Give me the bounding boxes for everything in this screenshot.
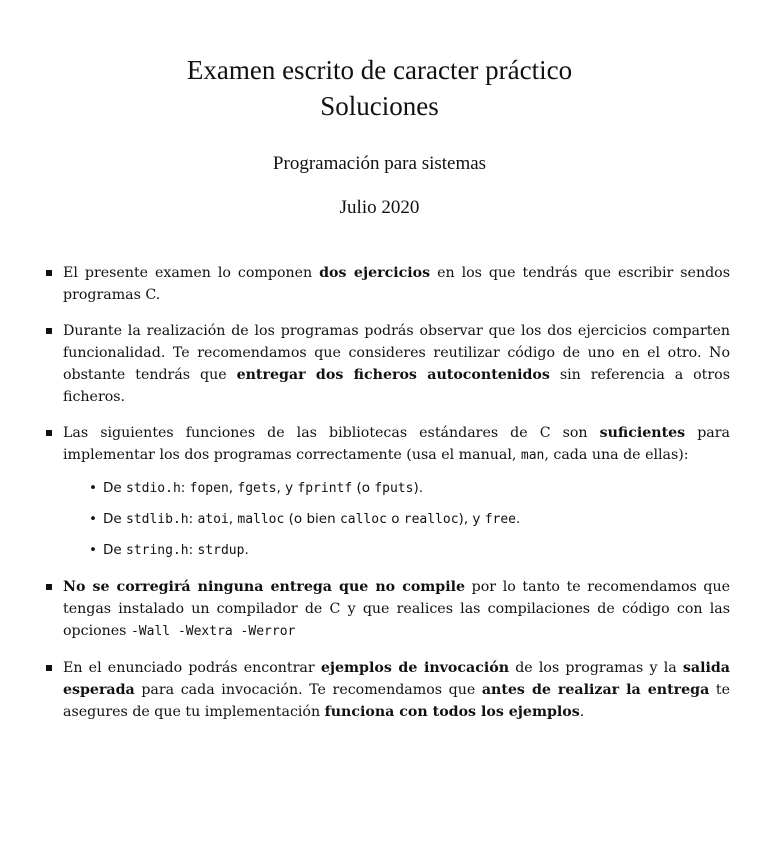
title-line-1: Examen escrito de caracter práctico: [186, 55, 573, 85]
title-line-2: Soluciones: [320, 91, 439, 121]
list-item-examples: [63, 657, 730, 723]
instructions-list: [63, 262, 730, 737]
exam-date: Julio 2020: [339, 197, 420, 218]
code-span: fputs: [374, 481, 414, 496]
library-item-stdio: [89, 477, 730, 500]
code-span: atoi: [197, 512, 229, 527]
text-span: sin referencia a otros ficheros.: [63, 367, 730, 405]
bold-span: dos ejercicios: [319, 265, 431, 281]
code-span: man: [520, 448, 545, 463]
text-span: Durante la realización de los programas podrás observar que los dos ejercicios comparten funcionalidad. Te recomendamos que consideres reutilizar código de uno en el otro. No obstante tendrás que: [63, 323, 730, 383]
library-item-stdlib: [89, 508, 730, 531]
bold-span: salida esperada: [63, 660, 730, 698]
text-span: De: [103, 480, 126, 496]
code-span: fgets: [237, 481, 277, 496]
square-bullet-icon: [46, 665, 52, 671]
square-bullet-icon: [46, 584, 52, 590]
text-span: :: [188, 542, 198, 558]
bold-span: funciona con todos los ejemplos: [324, 704, 580, 720]
square-bullet-icon: [46, 270, 52, 276]
text-span: , y: [276, 480, 298, 496]
text-span: :: [180, 480, 190, 496]
bullet-icon: •: [89, 511, 97, 527]
text-span: :: [188, 511, 198, 527]
text-span: .: [244, 542, 249, 558]
title-block: [0, 52, 759, 124]
bold-span: suficientes: [599, 425, 686, 441]
list-item-compile: [63, 576, 730, 643]
text-span: te asegures de que tu implementación: [63, 682, 730, 720]
code-span: stdlib.h: [126, 512, 189, 527]
text-span: El presente examen lo componen: [63, 265, 320, 281]
text-span: para cada invocación. Te recomendamos que: [134, 682, 482, 698]
code-span: free: [484, 512, 516, 527]
library-list: [63, 477, 730, 562]
text-span: o: [386, 511, 404, 527]
text-span: (o: [352, 480, 375, 496]
text-span: en los que tendrás que escribir sendos programas C.: [63, 265, 730, 303]
list-item-functions: [63, 422, 730, 562]
text-span: .: [579, 704, 585, 720]
list-item-exercises: [63, 262, 730, 306]
text-span: De: [103, 542, 126, 558]
text-span: (o bien: [284, 511, 340, 527]
text-span: De: [103, 511, 126, 527]
code-span: -Wall -Wextra -Werror: [130, 624, 296, 639]
text-span: ), y: [458, 511, 485, 527]
bullet-icon: •: [89, 542, 97, 558]
code-span: fprintf: [297, 481, 353, 496]
code-span: stdio.h: [126, 481, 181, 496]
code-span: strdup: [197, 543, 245, 558]
list-item-reuse: [63, 320, 730, 408]
code-span: fopen: [189, 481, 229, 496]
library-item-string: [89, 539, 730, 562]
text-span: .: [516, 511, 521, 527]
text-span: ,: [228, 480, 238, 496]
code-span: realloc: [403, 512, 459, 527]
text-span: ).: [413, 480, 423, 496]
bold-span: ejemplos de invocación: [320, 660, 510, 676]
document-title: [0, 52, 759, 124]
square-bullet-icon: [46, 328, 52, 334]
code-span: string.h: [126, 543, 189, 558]
bold-span: antes de realizar la entrega: [481, 682, 710, 698]
code-span: calloc: [339, 512, 387, 527]
text-span: para implementar los dos programas correctamente (usa el manual,: [63, 425, 730, 463]
bullet-icon: •: [89, 480, 97, 496]
text-span: , cada una de ellas):: [544, 447, 689, 463]
text-span: por lo tanto te recomendamos que tengas instalado un compilador de C y que realices las compilaciones de código con las opciones: [63, 579, 731, 639]
text-span: ,: [228, 511, 238, 527]
bold-span: No se corregirá ninguna entrega que no compile: [63, 579, 466, 595]
course-name: Programación para sistemas: [272, 153, 487, 174]
square-bullet-icon: [46, 430, 52, 436]
code-span: malloc: [237, 512, 285, 527]
text-span: de los programas y la: [509, 660, 683, 676]
text-span: Las siguientes funciones de las bibliotecas estándares de C son: [63, 425, 600, 441]
bold-span: entregar dos ficheros autocontenidos: [236, 367, 550, 383]
text-span: En el enunciado podrás encontrar: [63, 660, 321, 676]
